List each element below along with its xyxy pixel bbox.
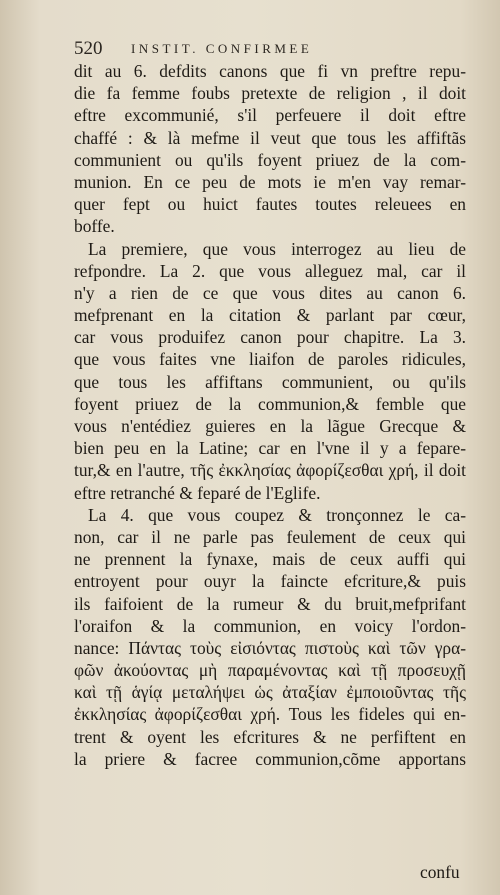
text-line: boffe. (74, 216, 115, 237)
text-line: que vous faites vne liaifon de paroles ridicules, (74, 349, 466, 370)
text-line: que tous les affiftans communient, ou qu'ils (74, 371, 466, 392)
text-line: die fa femme foubs pretexte de religion , il doit (74, 83, 466, 104)
text-line: entroyent pour ouyr la faincte efcriture,& puis (74, 571, 466, 592)
running-title: INSTIT. CONFIRMEE (131, 41, 313, 56)
text-line: La premiere, que vous interrogez au lieu de (88, 238, 466, 259)
text-line: ne prennent la fynaxe, mais de ceux auffi qui (74, 549, 466, 570)
text-line: trent & oyent les efcritures & ne perfiftent en (74, 726, 466, 747)
text-line: n'y a rien de ce que vous dites au canon 6. (74, 282, 466, 303)
catchword: confu (420, 862, 460, 882)
text-line: vous n'entédiez guieres en la lãgue Grecque & (74, 416, 466, 436)
text-line: mefprenant en la citation & parlant par cœur, (74, 305, 466, 326)
text-line: dit au 6. defdits canons que fi vn preftre repu- (74, 61, 466, 81)
text-line: refpondre. La 2. que vous alleguez mal, car il (74, 260, 466, 281)
text-line: non, car il ne parle pas feulement de ceux qui (74, 526, 466, 547)
text-line: la priere & facree communion,cõme apportans (74, 748, 466, 769)
text-line: foyent priuez de la communion,& femble que (74, 393, 466, 414)
body-text (74, 60, 466, 770)
text-line: nance: Πάντας τοὺς εἰσιόντας πιστοὺς καὶ τῶν γρα- (74, 637, 466, 658)
text-line: ἐκκλησίας ἀφορίζεσθαι χρή. Tous les fideles qui en- (74, 704, 466, 725)
text-line: καὶ τῇ ἁγίᾳ μεταλήψει ὡς ἀταξίαν ἐμποιοῦντας τῆς (74, 682, 466, 703)
text-line: eftre retranché & feparé de l'Eglife. (74, 482, 321, 503)
text-line: tur,& en l'autre, τῆς ἐκκλησίας ἀφορίζεσθαι χρή, il doit (74, 460, 466, 481)
text-line: munion. En ce peu de mots ie m'en vay remar- (74, 171, 466, 192)
page-number: 520 (74, 38, 103, 59)
text-line: ils faifoient de la rumeur & du bruit,mefprifant (74, 593, 466, 614)
text-line: bien peu en la Latine; car en l'vne il y a fepare- (74, 438, 466, 459)
text-line: chaffé : & là mefme il veut que tous les affiftãs (74, 127, 466, 148)
text-line: φῶν ἀκούοντας μὴ παραμένοντας καὶ τῇ προσευχῇ (74, 660, 466, 681)
text-line: quer fept ou huict fautes toutes releuees en (74, 194, 466, 215)
text-line: l'oraifon & la communion, en voicy l'ordon- (74, 615, 466, 636)
text-line: La 4. que vous coupez & tronçonnez le ca- (88, 504, 466, 525)
text-line: communient ou qu'ils foyent priuez de la com- (74, 149, 466, 170)
text-line: eftre excommunié, s'il perfeuere il doit eftre (74, 105, 466, 126)
text-line: car vous produifez canon pour chapitre. La 3. (74, 327, 466, 348)
